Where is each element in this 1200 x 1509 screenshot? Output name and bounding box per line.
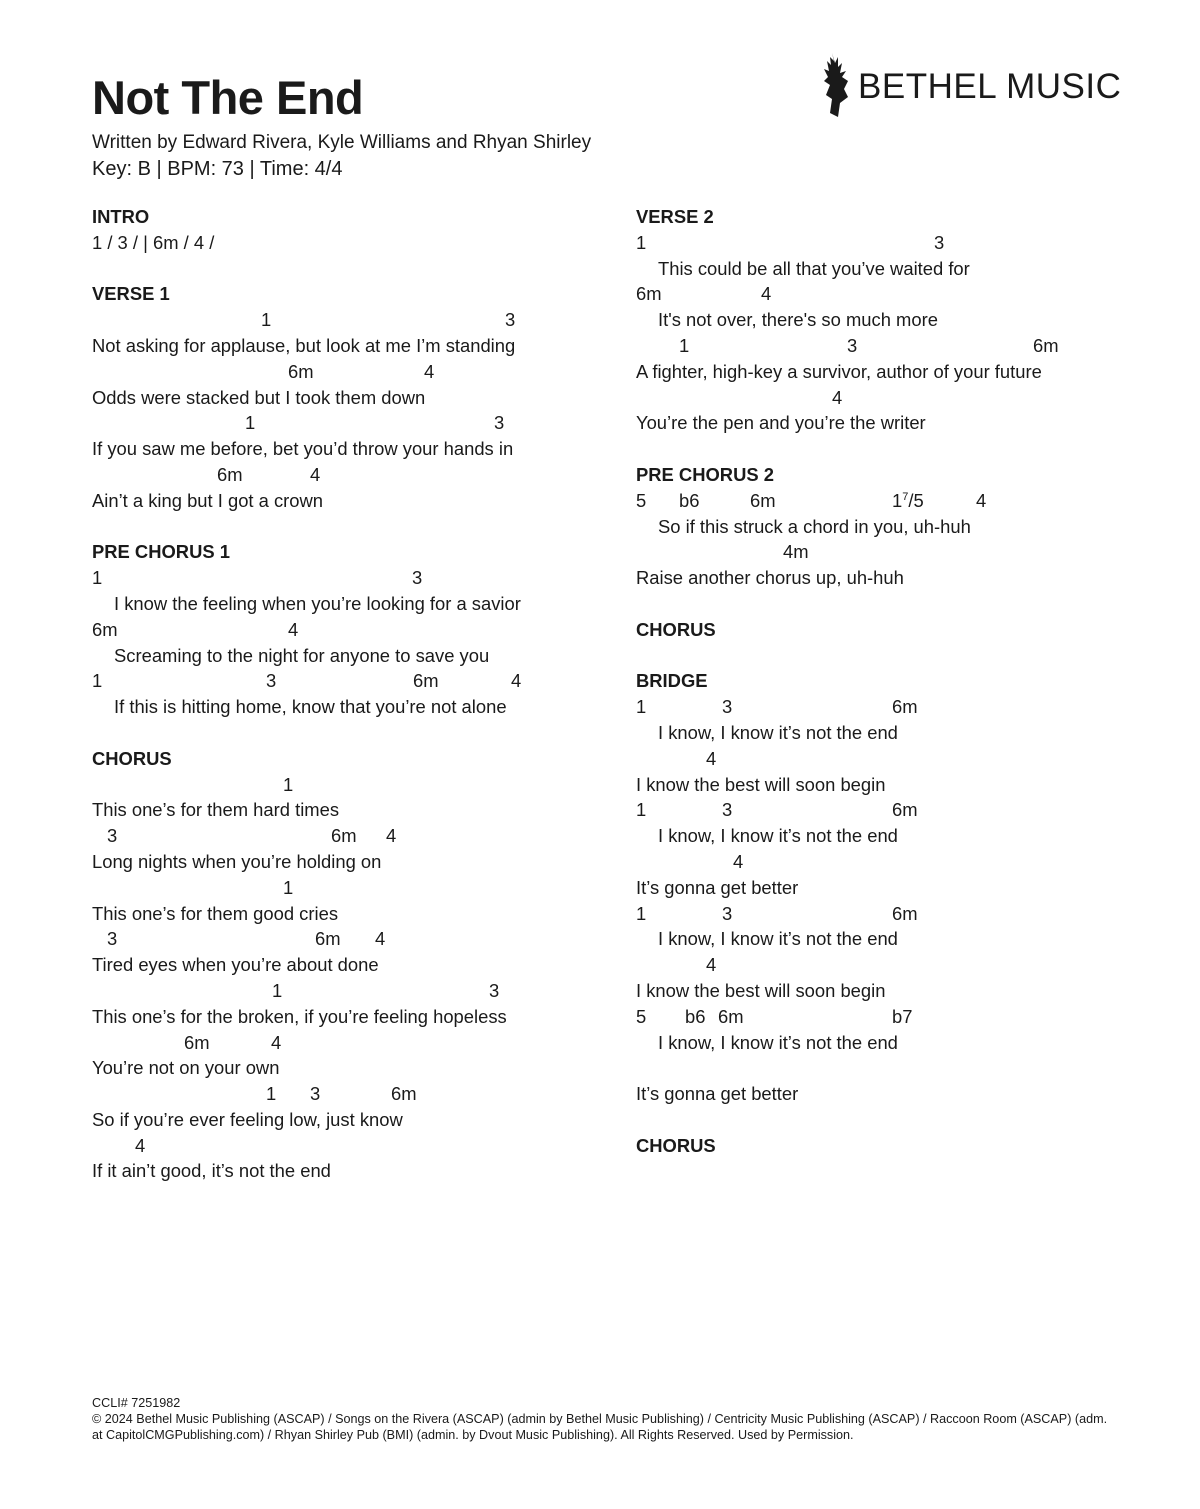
lyric-line: It's not over, there's so much more (658, 309, 938, 331)
chord: 6m (892, 799, 918, 821)
chord: 6m (718, 1005, 744, 1027)
chord-line (636, 488, 1136, 514)
chord: 6m (92, 618, 118, 640)
chord: 4 (271, 1031, 282, 1053)
chord-line (92, 823, 612, 849)
chord-line (636, 797, 1136, 823)
chord: 6m (1033, 334, 1059, 356)
lyric-line: I know, I know it’s not the end (658, 1031, 898, 1053)
chord: 6m (636, 283, 662, 305)
lyric-line: Not asking for applause, but look at me I’m standing (92, 334, 516, 356)
chord: 3 (505, 309, 516, 331)
chord: 6m (288, 360, 314, 382)
chord: 6m (892, 902, 918, 924)
chord: b7 (892, 1005, 913, 1027)
lyric-line: This one’s for them hard times (92, 799, 340, 821)
chord: 1 (636, 799, 647, 821)
chord-bass: /5 (908, 489, 924, 511)
chord: 3 (412, 567, 423, 589)
chord: 1 (92, 670, 103, 692)
section-heading-verse-1: VERSE 1 (92, 283, 170, 305)
ccli-number: CCLI# 7251982 (92, 1396, 181, 1410)
lyric-line: Tired eyes when you’re about done (92, 954, 379, 976)
chord: 6m (413, 670, 439, 692)
chord: 3 (107, 825, 118, 847)
chord-line (92, 926, 612, 952)
lyric-line: I know, I know it’s not the end (658, 721, 898, 743)
lyric-line: So if this struck a chord in you, uh-huh (658, 515, 971, 537)
lyric-line: Raise another chorus up, uh-huh (636, 567, 904, 589)
right-column (636, 204, 1136, 1158)
chord-line (636, 230, 1136, 256)
chord-line (92, 462, 612, 488)
section-heading-verse-2: VERSE 2 (636, 206, 714, 227)
chord: 6m (331, 825, 357, 847)
lyric-line: You’re the pen and you’re the writer (636, 412, 926, 434)
chord: 4 (424, 360, 435, 382)
chord: b6 (685, 1005, 706, 1027)
chord-line (92, 565, 612, 591)
lyric-line: I know the feeling when you’re looking for a savior (114, 592, 521, 614)
chord: 1 (261, 309, 272, 331)
chord: 5 (636, 1005, 647, 1027)
chord: 4 (386, 825, 397, 847)
chord: 6m (750, 489, 776, 511)
chord: 4 (976, 489, 987, 511)
section-heading-bridge: BRIDGE (636, 670, 708, 692)
section-heading-chorus: CHORUS (92, 747, 172, 769)
chord: 4 (733, 850, 744, 872)
copyright-notice: © 2024 Bethel Music Publishing (ASCAP) / Songs on the Rivera (ASCAP) (admin by Bethel Music Publishing) / Centricity Music Publishing (ASCAP) / Raccoon Room (ASCAP) (adm. at CapitolCMGPublishing.com) / Rhyan Shirley Pub (BMI) (admin. by Dvout Music Publishing). All Rights Reserved. Used by Permission. (92, 1412, 1108, 1442)
chord-line (92, 772, 612, 798)
chord: 3 (934, 231, 945, 253)
lyric-line: I know, I know it’s not the end (658, 928, 898, 950)
chord: 1 (266, 1083, 277, 1105)
chord: 3 (847, 334, 858, 356)
lyric-line: You’re not on your own (92, 1057, 280, 1079)
chord: 3 (310, 1083, 321, 1105)
chord: 3 (722, 902, 733, 924)
chord: 6m (217, 463, 243, 485)
chord: 3 (722, 799, 733, 821)
chord: 1 (272, 979, 283, 1001)
chord-line (636, 333, 1136, 359)
section-heading-pre-chorus-2: PRE CHORUS 2 (636, 463, 774, 485)
lyric-line: Ain’t a king but I got a crown (92, 489, 324, 511)
lyric-line: Odds were stacked but I took them down (92, 386, 426, 408)
lyric-line: It’s gonna get better (636, 876, 799, 898)
chord: 3 (107, 928, 118, 950)
chord: 3 (722, 696, 733, 718)
chord: 4m (783, 541, 809, 563)
lyric-line: Long nights when you’re holding on (92, 850, 382, 872)
chord-line (92, 307, 612, 333)
lyric-line: If this is hitting home, know that you’re not alone (114, 696, 507, 718)
chord: 1 (283, 876, 294, 898)
chord: 6m (184, 1031, 210, 1053)
lyric-line: It’s gonna get better (636, 1083, 799, 1105)
song-title: Not The End (92, 71, 364, 124)
chord-line (636, 1004, 1136, 1030)
intro-chords: 1 / 3 / | 6m / 4 / (92, 231, 215, 253)
chord-line (92, 617, 612, 643)
lyric-line: A fighter, high-key a survivor, author of your future (636, 360, 1042, 382)
chord: 6m (391, 1083, 417, 1105)
chord-line (92, 359, 612, 385)
lyric-line: So if you’re ever feeling low, just know (92, 1108, 403, 1130)
chord-line (636, 385, 1136, 411)
left-column (92, 204, 612, 1184)
chord-extension: 7 (902, 490, 909, 503)
chord: 3 (494, 412, 505, 434)
chord: 4 (832, 386, 843, 408)
lyric-line: If you saw me before, bet you’d throw your hands in (92, 438, 514, 460)
chord: 1 (636, 231, 647, 253)
bethel-music-logo (818, 52, 1121, 122)
chord: 4 (761, 283, 772, 305)
chord: 1 (283, 773, 294, 795)
lyric-line: I know the best will soon begin (636, 979, 886, 1001)
chord: 5 (636, 489, 647, 511)
chord-line (92, 1133, 612, 1159)
section-heading-chorus-repeat: CHORUS (636, 1134, 716, 1156)
chord: 4 (511, 670, 522, 692)
lyric-line: I know, I know it’s not the end (658, 825, 898, 847)
chord: 1 (636, 902, 647, 924)
section-heading-pre-chorus-1: PRE CHORUS 1 (92, 541, 230, 563)
chord-line (636, 901, 1136, 927)
lyric-line: I know the best will soon begin (636, 773, 886, 795)
chord-root: 1 (892, 489, 903, 511)
chord: 1 (245, 412, 256, 434)
chord-line (92, 978, 612, 1004)
chord-line (92, 1030, 612, 1056)
chord-line (636, 694, 1136, 720)
chord-line (636, 281, 1136, 307)
deer-head-icon (818, 51, 852, 124)
chord-line (92, 410, 612, 436)
lyric-line: This one’s for them good cries (92, 902, 339, 924)
chord: 6m (892, 696, 918, 718)
lyric-line: This one’s for the broken, if you’re feeling hopeless (92, 1005, 507, 1027)
chord: b6 (679, 489, 700, 511)
lyric-line: Screaming to the night for anyone to save you (114, 644, 490, 666)
chord: 3 (489, 979, 500, 1001)
chord-line (92, 875, 612, 901)
lyric-line: This could be all that you’ve waited for (658, 257, 970, 279)
chord: 4 (375, 928, 386, 950)
lyric-line: If it ain’t good, it’s not the end (92, 1160, 331, 1182)
chord-line (92, 668, 612, 694)
chord: 4 (706, 747, 717, 769)
footer (92, 1395, 1112, 1443)
chord: 4 (135, 1134, 146, 1156)
chord: 6m (315, 928, 341, 950)
chord-slash (892, 488, 924, 514)
section-heading-intro: INTRO (92, 206, 150, 227)
logo-text: BETHEL MUSIC (858, 67, 1122, 106)
chord: 4 (706, 954, 717, 976)
chord-line (636, 746, 1136, 772)
chord-line (636, 952, 1136, 978)
chord: 1 (636, 696, 647, 718)
chord: 3 (266, 670, 277, 692)
writers-credit: Written by Edward Rivera, Kyle Williams and Rhyan Shirley (92, 132, 592, 153)
chord-line (636, 849, 1136, 875)
chord-line (92, 1081, 612, 1107)
chord: 4 (288, 618, 299, 640)
song-meta: Key: B | BPM: 73 | Time: 4/4 (92, 158, 343, 180)
chord: 1 (92, 567, 103, 589)
chord-line (636, 539, 1136, 565)
chord: 1 (679, 334, 690, 356)
chord: 4 (310, 463, 321, 485)
section-heading-chorus: CHORUS (636, 618, 716, 640)
